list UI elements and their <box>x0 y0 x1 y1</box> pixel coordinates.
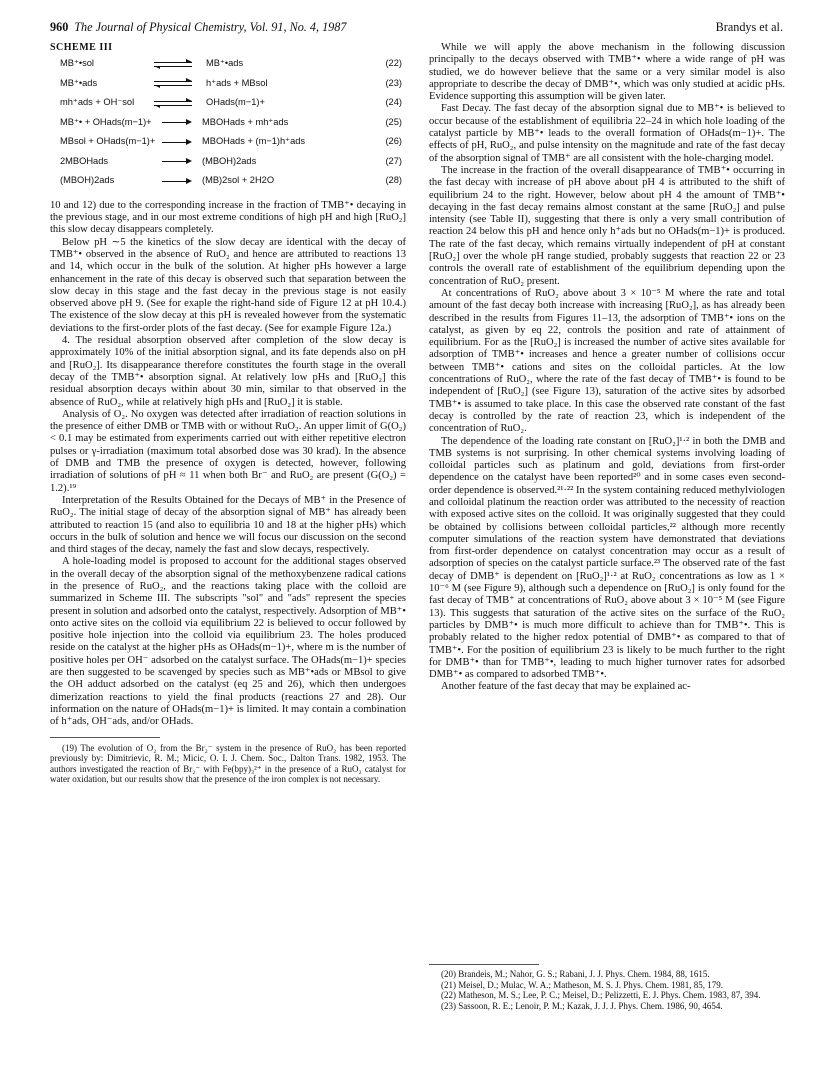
references <box>429 964 785 1011</box>
forward-arrow-icon <box>162 135 192 147</box>
footnote-rule <box>50 737 160 738</box>
forward-arrow-icon <box>162 116 192 128</box>
equilibrium-arrow-icon <box>154 57 192 69</box>
forward-arrow-icon <box>162 155 192 167</box>
paragraph: A hole-loading model is proposed to account for the additional stages observed in the overall decay of the absorption signal of the methoxybenzene radical cations in the presence of RuO₂, and the reactions taking place with the colloid are summarized in Scheme III. The subscripts "sol" and "ads" represent the species present in solution and adsorbed onto the catalyst, respectively. Adsorption of MB⁺• onto active sites on the colloid via equilibrium 22 is believed to occur followed by positive hole injection into the colloid via equilibrium 23. The holes produced reside on the catalyst at the higher pHs as OHads(m−1)+, where m is the number of positive holes per OH⁻ adsorbed on the catalyst surface. The OHads(m−1)+ species are then suggested to be scavenged by species such as MB⁺•ads or MBsol to give the OH adduct adsorbed on the catalyst (eq 25 and 26), which then undergoes dimerization reactions to yield the final products (reactions 27 and 28). Our information on the nature of OHads(m−1)+ is limited. It may contain a combination of h⁺ads, OH⁻ads, and/or OHads. <box>50 556 406 728</box>
reaction-lhs: MB⁺•sol <box>60 58 94 69</box>
reference-21: (21) Meisel, D.; Mulac, W. A.; Matheson, M. S. J. Phys. Chem. 1981, 85, 179. <box>441 979 724 990</box>
references-rule <box>429 964 539 965</box>
paragraph: 4. The residual absorption observed after completion of the slow decay is approximately 10% of the initial absorption signal, and its fate depends also on pH and [RuO₂]. Its disappearance therefore constitutes the fourth stage in the overall decay of the TMB⁺• absorption signal. At relatively low pHs and [RuO₂] this residual absorption decays within about 30 min, similar to that observed in the absence of RuO₂, while at relatively high pHs and [RuO₂] it is stable. <box>50 335 406 408</box>
equation-number: (22) <box>385 58 402 69</box>
reaction-rhs: OHads(m−1)+ <box>206 97 265 108</box>
reaction-25 <box>50 116 406 136</box>
equation-number: (27) <box>385 155 402 166</box>
paragraph: Interpretation of the Results Obtained for the Decays of MB⁺ in the Presence of RuO₂. The initial stage of decay of the absorption signal of MB⁺ has already been attributed to reaction 15 (and also to equilibria 10 and 18 at the higher pHs) which occurs in the bulk of solution and hence we will focus our discussion on the second and third stages of the decay, namely the fast and slow decays, respectively. <box>50 494 406 556</box>
reaction-24 <box>50 96 406 116</box>
paragraph: At concentrations of RuO₂ above about 3 × 10⁻⁵ M where the rate and total amount of the fast decay both increase with increasing [RuO₂], as has already been described in the results from Figures 11–13, the adsorption of TMB⁺• ions on the catalyst, as given by eq 22, controls the position and rate of attainment of equilibrium. For as the [RuO₂] is increased the number of active sites available for adsorption of TMB⁺• increases and hence a greater number of collisions occur between TMB⁺• cations and sites on the colloidal particles. At the low concentrations of RuO₂, where the rate of the fast decay of TMB⁺• is found to be independent of [RuO₂] (see Figure 13), saturation of the active sites by adsorbed TMB⁺• is assumed to take place. In this case the observed rate constant of the fast decay is controlled by the rate of reaction 23, which is independent of the concentration of RuO₂. <box>429 287 785 435</box>
equation-number: (26) <box>385 136 402 147</box>
reference-20: (20) Brandeis, M.; Nahor, G. S.; Rabani, J. J. Phys. Chem. 1984, 88, 1615. <box>441 969 710 979</box>
equation-number: (28) <box>385 175 402 186</box>
left-column <box>50 42 406 785</box>
paragraph: Fast Decay. The fast decay of the absorption signal due to MB⁺• is believed to occur because of the establishment of equilibria 22–24 in which hole loading of the catalyst particle by MB⁺• leads to the overall formation of OHads(m−1)+. The effects of pH, RuO₂, and pulse intensity on the magnitude and rate of the fast decay of the absorption signal of TMB⁺ are all consistent with the hole-charging model. <box>429 103 785 164</box>
reaction-28 <box>50 174 406 194</box>
paragraph: Another feature of the fast decay that may be explained ac- <box>441 681 691 693</box>
reaction-lhs: MBsol + OHads(m−1)+ <box>60 136 156 147</box>
reaction-lhs: MB⁺•ads <box>60 77 98 88</box>
forward-arrow-icon <box>162 174 192 186</box>
running-head-left <box>50 20 346 35</box>
right-column <box>429 42 785 694</box>
reference-23: (23) Sassoon, R. E.; Lenoir, P. M.; Kazak, J. J. J. Phys. Chem. 1986, 90, 4654. <box>441 1000 723 1011</box>
reaction-scheme <box>50 57 406 194</box>
paragraph: Below pH ∼5 the kinetics of the slow decay are identical with the decay of TMB⁺• observed in the absence of RuO₂ and hence are attributed to reactions 13 and 14, which occur in the bulk of the solution. At higher pHs however a large enhancement in the rate of this decay is observed such that separation between the slow decay in this stage and the fast decay in the previous stage is not easily observed above pH 9. (See for exaple the right-hand side of Figure 12 at pH 10.4.) The existence of the slow decay at this pH is revealed however from the systematic deviations to the first-order plots of the fast decay. (See for example Figure 12a.) <box>50 236 406 334</box>
reaction-lhs: mh⁺ads + OH⁻sol <box>60 97 135 108</box>
reaction-27 <box>50 155 406 175</box>
reaction-rhs: (MB)2sol + 2H2O <box>202 175 275 186</box>
reaction-rhs: MBOHads + (m−1)h⁺ads <box>202 136 306 147</box>
paragraph: While we will apply the above mechanism in the following discussion principally to the decays observed with TMB⁺• where a wide range of pH was studied, we do however believe that the same or a very similar model is also appropriate to describe the decay of DMB⁺•, which was only studied at acidic pHs. Evidence supporting this assumption will be given later. <box>429 42 785 103</box>
equation-number: (25) <box>385 116 402 127</box>
equilibrium-arrow-icon <box>154 77 192 89</box>
reaction-23 <box>50 77 406 97</box>
equilibrium-arrow-icon <box>154 96 192 108</box>
paragraph: The dependence of the loading rate constant on [RuO₂]¹·² in both the DMB and TMB systems is not surprising. In other chemical systems involving loading of colloidal particles such as platinum and gold, deviations from first-order dependence on the catalyst have been reported²⁰ and in some cases even second-order dependence is observed.²¹·²² In the system containing reduced methylviologen and colloidal platinum the reaction order was attributed to the necessity of reaction with exposed active sites on the colloid. It was originally suggested that they could be obtained by collisions between colloidal particles,²² although more recently computer simulations of the reaction system have demonstrated that deviations from first-order dependence on catalyst concentration may occur as a result of adsorption of species on the catalyst particle surface.²³ The observed rate of the fast decay of DMB⁺ is dependent on [RuO₂]¹·² at RuO₂ concentrations as low as 1 × 10⁻⁶ M (see Figure 9), although such a dependence on [RuO₂] is only found for the fast decay of TMB⁺ at concentrations of RuO₂ above about 3 × 10⁻⁵ M (see Figure 13). This suggests that saturation of the active sites on the surface of the RuO₂ particles by DMB⁺• is much more difficult to achieve than for TMB⁺•. This is probably related to the higher redox potential of DMB⁺• as compared to that of TMB⁺•. For the position of equilibrium 23 is likely to be much further to the right for DMB⁺• than for TMB⁺•, leading to much higher turnover rates for adsorbed DMB⁺• as compared to adsorbed TMB⁺•. <box>429 435 785 681</box>
reaction-lhs: (MBOH)2ads <box>60 175 115 186</box>
paragraph: The increase in the fraction of the overall disappearance of TMB⁺• occurring in the fast decay with increase of pH above about pH 4 is attributed to the shift of equilibrium 24 to the right. However, below about pH 4 the amount of TMB⁺• decaying in the fast decay remains almost constant at the same [RuO₂] and pulse intensity (see Table II), suggesting that there is only a very small contribution of reaction 24 below this pH and hence only h⁺ads but no OHads(m−1)+ is produced. The rate of the fast decay, which remains virtually independent of pH at constant [RuO₂] over the whole pH range studied, probably suggests that reaction 22 or 23 controls the overall rate of establishment of the equilibrium depending upon the concentration of RuO₂ present. <box>429 164 785 287</box>
reaction-22 <box>50 57 406 77</box>
equation-number: (23) <box>385 77 402 88</box>
reaction-rhs: MBOHads + mh⁺ads <box>202 116 289 127</box>
reaction-rhs: h⁺ads + MBsol <box>206 77 268 88</box>
footnote-19: (19) The evolution of O₂ from the Br₂⁻ system in the presence of RuO₂ has been reported previously by: Dimitrievic, R. M.; Micic, O. I. J. Chem. Soc., Dalton Trans. 1982, 1953. The authors investigated the reaction of Br₂⁻ with Fe(bpy)₃²⁺ in the presence of a RuO₂ catalyst for water oxidation, but our results show that the presence of the iron complex is not necessary. <box>50 742 406 785</box>
reaction-rhs: MB⁺•ads <box>206 58 244 69</box>
running-head-authors: Brandys et al. <box>715 20 783 34</box>
scheme-title: SCHEME III <box>50 42 113 53</box>
journal-citation: The Journal of Physical Chemistry, Vol. 91, No. 4, 1987 <box>74 20 347 34</box>
reaction-lhs: MB⁺• + OHads(m−1)+ <box>60 116 152 127</box>
equation-number: (24) <box>385 97 402 108</box>
reaction-rhs: (MBOH)2ads <box>202 155 257 166</box>
footnote <box>50 743 406 785</box>
paragraph: 10 and 12) due to the corresponding increase in the fraction of TMB⁺• decaying in the previous stage, and in our most extreme conditions of high pH and high [RuO₂] this slow decay disappears completely. <box>50 199 406 236</box>
page-number: 960 <box>50 20 69 34</box>
reaction-26 <box>50 135 406 155</box>
page-header <box>50 20 783 36</box>
paragraph: Analysis of O₂. No oxygen was detected after irradiation of reaction solutions in the presence of either DMB or TMB with or without RuO₂. An upper limit of G(O₂) < 0.1 may be estimated from experiments carried out with either repetitive electron pulses or γ-irradiation (maximum total absorbed dose was 30 krad). In the absence of DMB and TMB the presence of oxygen is detected, however, following irradiation of solutions of pH ≈ 11 when both Br⁻ and RuO₂ are present (G(O₂) = 1.2).¹⁹ <box>50 408 406 494</box>
reaction-lhs: 2MBOHads <box>60 155 109 166</box>
reference-22: (22) Matheson, M. S.; Lee, P. C.; Meisel, D.; Pelizzetti, E. J. Phys. Chem. 1983, 87, 394. <box>441 990 761 1001</box>
